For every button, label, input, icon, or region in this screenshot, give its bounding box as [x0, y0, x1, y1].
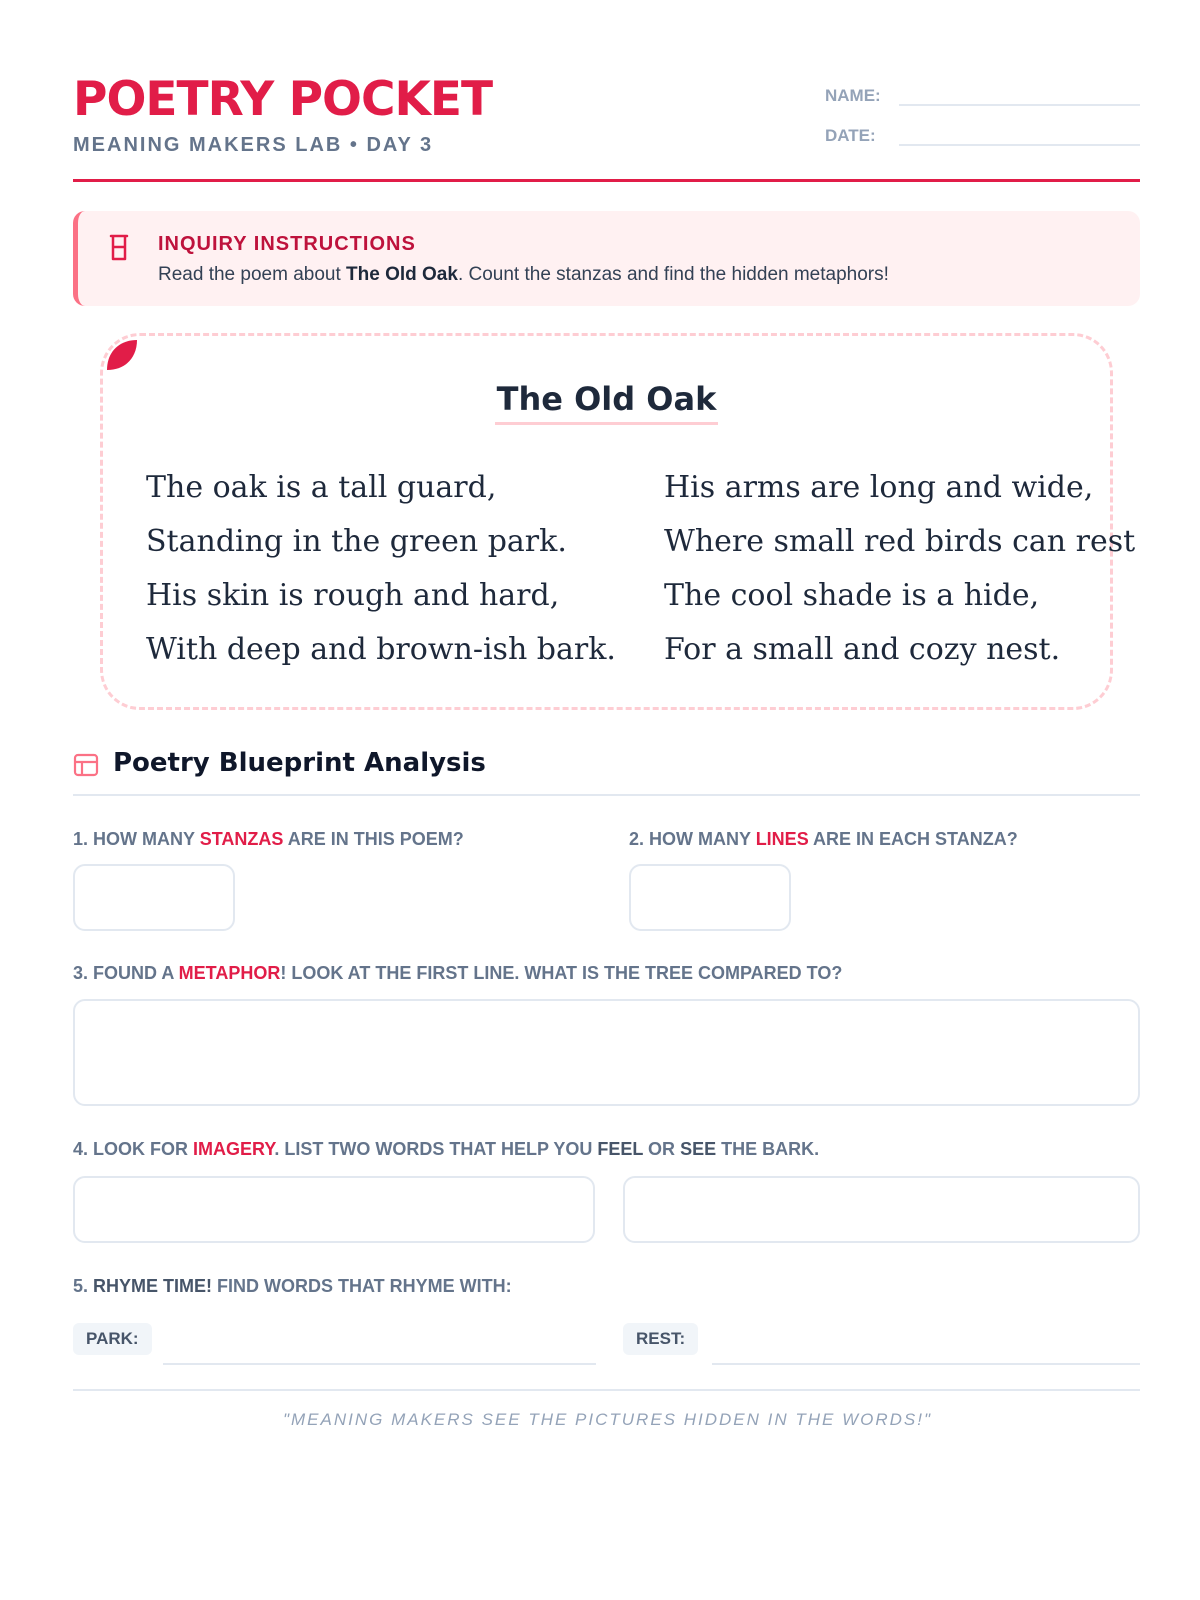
date-field[interactable] [899, 118, 1140, 146]
beaker-icon [108, 233, 130, 263]
name-label: NAME: [825, 86, 881, 105]
question-text: 5. [73, 1276, 94, 1296]
poem-line: His skin is rough and hard, [146, 578, 560, 613]
question-1 [73, 829, 464, 850]
question-emphasis: SEE [680, 1139, 717, 1159]
name-date-block [825, 78, 1140, 158]
worksheet-title: POETRY POCKET [73, 72, 493, 127]
question-text: ARE IN THIS POEM? [283, 829, 464, 849]
poem-card [100, 333, 1136, 710]
instructions-poem-name: The Old Oak [346, 264, 458, 285]
question-text: OR [643, 1139, 681, 1159]
name-row [825, 78, 1140, 106]
line-count-answer-box[interactable] [629, 864, 791, 931]
date-label: DATE: [825, 126, 876, 145]
worksheet-subtitle: MEANING MAKERS LAB • DAY 3 [73, 134, 434, 156]
question-text: . LIST TWO WORDS THAT HELP YOU [274, 1139, 598, 1159]
poem-title-text: The Old Oak [495, 380, 719, 425]
footer-quote: "MEANING MAKERS SEE THE PICTURES HIDDEN IN THE WORDS!" [282, 1410, 932, 1429]
question-emphasis: FEEL [597, 1139, 644, 1159]
instructions-text-start: Read the poem about [158, 264, 347, 285]
poem-title [103, 380, 1110, 418]
header-divider [73, 179, 1140, 182]
poem-line: The oak is a tall guard, [146, 470, 497, 505]
question-2 [629, 829, 1018, 850]
question-keyword: IMAGERY [193, 1139, 275, 1159]
question-keyword: LINES [755, 829, 809, 849]
poem-line: Where small red birds can rest [664, 524, 1136, 559]
question-3 [73, 963, 842, 984]
question-text: FIND WORDS THAT RHYME WITH: [212, 1276, 512, 1296]
poem-line: With deep and brown-ish bark. [146, 632, 616, 667]
stanza-count-answer-box[interactable] [73, 864, 235, 931]
question-text: ! LOOK AT THE FIRST LINE. WHAT IS THE TREE COMPARED TO? [280, 963, 843, 983]
analysis-section-header [73, 748, 1140, 796]
question-4 [73, 1139, 819, 1160]
rhyme-answer-line-park[interactable] [163, 1363, 596, 1365]
metaphor-answer-box[interactable] [73, 999, 1140, 1106]
worksheet-header [73, 72, 1140, 157]
instructions-heading: INQUIRY INSTRUCTIONS [158, 233, 416, 255]
question-text: ARE IN EACH STANZA? [808, 829, 1018, 849]
leaf-icon [105, 338, 139, 372]
question-keyword: METAPHOR [178, 963, 281, 983]
question-text: THE BARK. [716, 1139, 820, 1159]
rhyme-label-park: PARK: [73, 1323, 152, 1355]
poem-line: The cool shade is a hide, [664, 578, 1040, 613]
question-text: 1. HOW MANY [73, 829, 200, 849]
rhyme-answer-line-rest[interactable] [712, 1363, 1140, 1365]
question-text: 3. FOUND A [73, 963, 179, 983]
poem-line: Standing in the green park. [146, 524, 567, 559]
instructions-text [158, 264, 889, 286]
question-5 [73, 1276, 512, 1297]
instructions-banner [73, 211, 1140, 306]
poem-line: His arms are long and wide, [664, 470, 1094, 505]
footer-divider [73, 1389, 1140, 1391]
name-field[interactable] [899, 78, 1140, 106]
poem-line: For a small and cozy nest. [664, 632, 1061, 667]
stanza-2 [664, 461, 1135, 677]
rhyme-label-rest: REST: [623, 1323, 698, 1355]
date-row [825, 118, 1140, 146]
analysis-title: Poetry Blueprint Analysis [113, 748, 486, 778]
question-text: 2. HOW MANY [629, 829, 756, 849]
instructions-text-end: . Count the stanzas and find the hidden metaphors! [457, 264, 889, 285]
imagery-answer-box-1[interactable] [73, 1176, 595, 1243]
imagery-answer-box-2[interactable] [623, 1176, 1140, 1243]
question-emphasis: RHYME TIME! [93, 1276, 213, 1296]
stanza-1 [146, 461, 616, 677]
layout-icon [73, 752, 99, 778]
question-text: 4. LOOK FOR [73, 1139, 194, 1159]
question-keyword: STANZAS [199, 829, 284, 849]
